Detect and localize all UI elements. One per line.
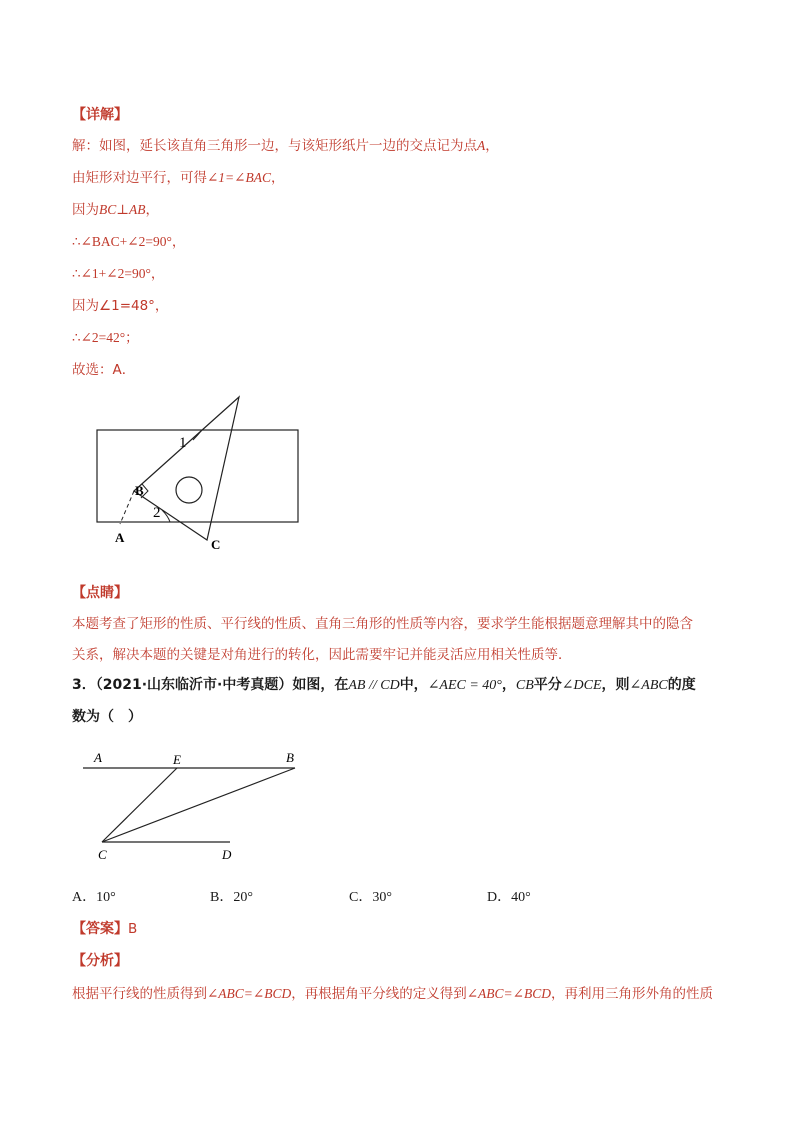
label-angle-1: 1 [179, 435, 187, 451]
analysis-line-1 [72, 982, 713, 1002]
question-text-c: ， [501, 677, 516, 693]
label-point-b: B [135, 483, 144, 498]
detail-line-2-math: ∠1=∠BAC [207, 170, 271, 185]
detail-line-3-end: ， [145, 202, 159, 218]
analysis-heading: 【分析】 [72, 953, 128, 969]
option-a: A．10° [72, 890, 116, 905]
question-math-dce: ∠DCE [561, 678, 602, 693]
question-math-abc: ∠ABC [629, 678, 668, 693]
label-b: B [286, 750, 294, 765]
question-math-parallel: AB // CD [348, 678, 400, 693]
rectangle-paper [97, 430, 298, 522]
figure-parallel-lines [80, 745, 310, 865]
extension-dashed-line [120, 491, 134, 524]
triangle-hole [176, 477, 202, 503]
question-math-angle: ∠AEC = 40° [427, 678, 502, 693]
detail-line-7: ∴∠2=42°； [72, 330, 139, 345]
question-text-f: 的度 [667, 677, 696, 693]
label-a: A [94, 750, 102, 765]
comment-line-2: 关系，解决本题的关键是对角进行的转化，因此需要牢记并能灵活应用相关性质等． [72, 647, 572, 663]
comment-heading: 【点睛】 [72, 585, 128, 601]
detail-line-3 [72, 198, 159, 218]
option-b: B．20° [210, 890, 253, 905]
detail-line-1-end: ， [485, 138, 499, 154]
label-c: C [98, 847, 107, 862]
segment-cb [102, 768, 295, 842]
analysis-math-1: ∠ABC=∠BCD [207, 986, 292, 1001]
segment-ce [102, 768, 177, 842]
detail-line-5: ∴∠1+∠2=90°， [72, 266, 165, 281]
detail-line-1-text: 解：如图，延长该直角三角形一边，与该矩形纸片一边的交点记为点 [72, 138, 477, 154]
detail-line-2-end: ， [270, 170, 285, 186]
detail-line-1-var: A [477, 138, 486, 153]
detail-heading: 【详解】 [72, 107, 128, 123]
option-d: D．40° [487, 890, 531, 905]
analysis-math-2: ∠ABC=∠BCD [466, 986, 551, 1001]
question-math-cb: CB [515, 678, 534, 693]
detail-line-3-math: BC⊥AB [99, 202, 146, 217]
label-angle-2: 2 [153, 505, 161, 521]
comment-line-1: 本题考查了矩形的性质、平行线的性质、直角三角形的性质等内容，要求学生能根据题意理解其中的隐含 [72, 616, 693, 632]
analysis-text-mid: ，再根据角平分线的定义得到 [291, 986, 467, 1002]
question-line-1 [72, 674, 696, 694]
question-text-b: 中， [399, 677, 428, 693]
answer-value: B [128, 921, 138, 937]
analysis-text-post: ，再利用三角形外角的性质 [550, 986, 713, 1002]
label-e: E [173, 752, 181, 767]
label-point-a: A [115, 530, 125, 545]
detail-line-2 [72, 166, 284, 186]
question-intro: 3．（2021·山东临沂市·中考真题）如图，在 [72, 677, 349, 693]
detail-line-2-text: 由矩形对边平行，可得 [72, 170, 207, 186]
figure-rectangle-triangle [90, 392, 310, 557]
detail-line-8: 故选：A． [72, 362, 136, 378]
detail-line-3-text: 因为 [72, 202, 99, 218]
option-c: C．30° [349, 890, 392, 905]
question-text-e: ，则 [601, 677, 630, 693]
label-point-c: C [211, 537, 221, 552]
detail-line-1 [72, 134, 499, 154]
analysis-text-pre: 根据平行线的性质得到 [72, 986, 207, 1002]
detail-line-4: ∴∠BAC+∠2=90°， [72, 234, 186, 249]
angle-1-arc [193, 430, 202, 440]
question-text-d: 平分 [533, 677, 562, 693]
answer-heading: 【答案】 [72, 921, 128, 937]
question-line-2: 数为（ ） [72, 709, 142, 725]
right-triangle [134, 397, 239, 540]
answer-row [72, 918, 137, 938]
label-d: D [222, 847, 232, 862]
detail-line-6: 因为∠1=48°， [72, 298, 169, 314]
